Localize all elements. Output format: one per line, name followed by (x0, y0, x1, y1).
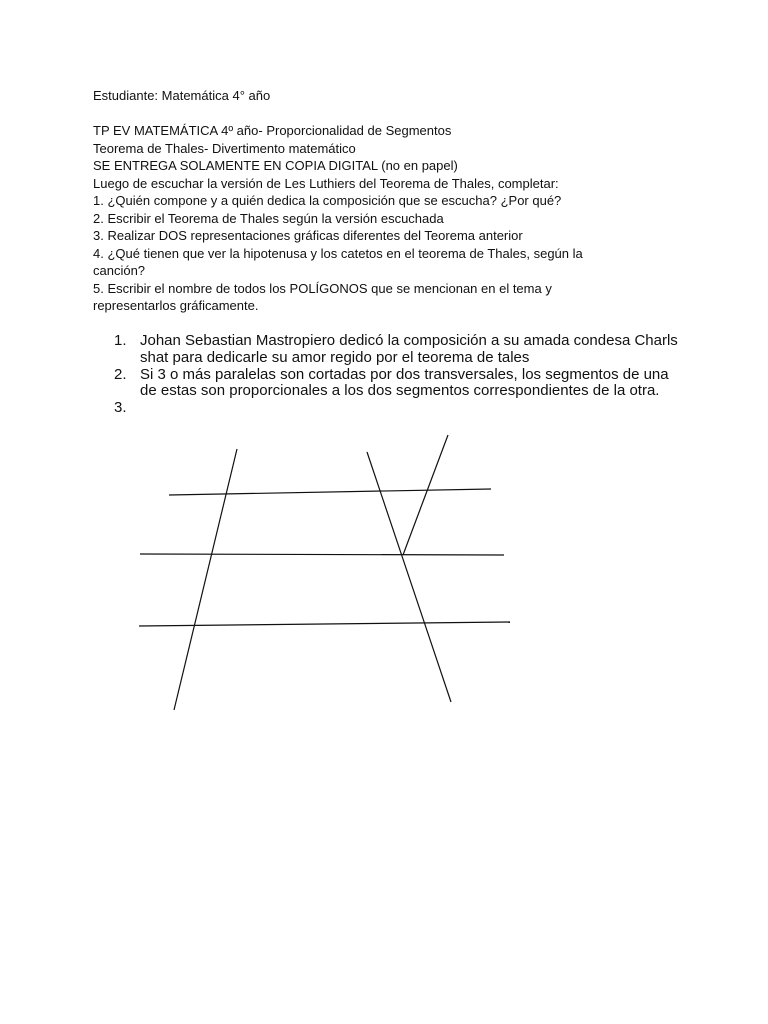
answer-number: 2. (114, 365, 127, 383)
question-1: 1. ¿Quién compone y a quién dedica la composición que se escucha? ¿Por qué? (93, 193, 562, 208)
parallel-line-middle (140, 554, 504, 555)
header-line-title: TP EV MATEMÁTICA 4º año- Proporcionalidad de Segmentos (93, 123, 452, 138)
question-2: 2. Escribir el Teorema de Thales según la versión escuchada (93, 210, 444, 226)
question-4: 4. ¿Qué tienen que ver la hipotenusa y los catetos en el teorema de Thales, según la (93, 245, 583, 261)
answer-text (140, 400, 680, 417)
question-5: 5. Escribir el nombre de todos los POLÍGONOS que se mencionan en el tema y (93, 280, 552, 296)
transversal-right (367, 452, 451, 702)
header-line-delivery: SE ENTREGA SOLAMENTE EN COPIA DIGITAL (no en papel) (93, 158, 458, 173)
parallel-line-bottom (139, 622, 510, 626)
answer-text: Si 3 o más paralelas son cortadas por dos transversales, los segmentos de una de estas son proporcionales a los dos segmentos correspondientes de la otra. (140, 365, 669, 400)
header-line-subtitle: Teorema de Thales- Divertimento matemático (93, 140, 356, 156)
assignment-header (93, 122, 583, 315)
question-3: 3. Realizar DOS representaciones gráficas diferentes del Teorema anterior (93, 228, 523, 243)
answer-number: 1. (114, 332, 127, 349)
transversal-left (174, 449, 237, 710)
answer-text: Johan Sebastian Mastropiero dedicó la composición a su amada condesa Charls shat para dedicarle su amor regido por el teorema de tales (140, 332, 678, 366)
question-5-cont: representarlos gráficamente. (93, 298, 259, 313)
answer-number: 3. (114, 399, 127, 417)
transversal-short (403, 435, 448, 555)
answer-item (110, 367, 680, 401)
header-line-instructions: Luego de escuchar la versión de Les Luthiers del Teorema de Thales, completar: (93, 175, 559, 191)
answer-item (110, 400, 680, 417)
question-4-cont: canción? (93, 263, 146, 278)
parallel-line-top (169, 489, 491, 495)
answers-list (110, 333, 680, 417)
student-line: Estudiante: Matemática 4° año (93, 88, 271, 103)
answer-item (110, 333, 680, 367)
